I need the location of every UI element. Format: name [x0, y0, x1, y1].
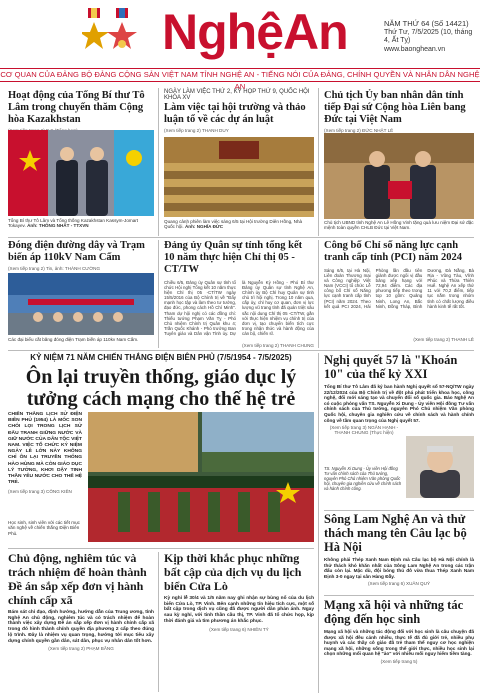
photo-illustration — [324, 133, 474, 219]
masthead-tagline: CƠ QUAN CỦA ĐẢNG BỘ ĐẢNG CỘNG SẢN VIỆT NAM TỈNH NGHỆ AN - TIẾNG NÓI CỦA ĐẢNG, CHÍNH QUYỀN VÀ NHÂN DÂN NGHỆ AN — [0, 70, 480, 91]
article-body: Tổng Bí thư Tô Lâm đã ký ban hành Nghị quyết số 57-NQ/TW ngày 22/12/2024 của Bộ Chính trị về đột phá phát triển khoa học, công nghệ, đổi mới sáng tạo và chuyển đổi số quốc gia. Báo Nghệ An có cuộc phỏng vấn TS. Nguyễn Xi Dung - Ủy viên Hội đồng Tư vấn chính sách của Thủ tướng, nguyên Phó Chủ nhiệm Văn phòng Quốc hội, chuyên gia nghiên cứu về chính sách và hành chính công về tầm quan trọng của Nghị quyết 57. — [324, 384, 474, 423]
photo-illustration — [88, 412, 314, 542]
article-commune-reorganization[interactable] — [8, 551, 154, 651]
article-ref: (Xem tiếp trang 2) PHẠM BẰNG — [48, 646, 114, 652]
article-title[interactable]: Đóng điện đường dây và Trạm biến áp 110kV Nam Cấm — [8, 240, 145, 263]
column-divider — [158, 552, 159, 692]
article-germany-ambassador[interactable] — [324, 90, 474, 133]
photo-nguyen-si-dung — [406, 436, 474, 498]
issue-date: Thứ Tư, 7/5/2025 (10, tháng 4, Ất Tỵ) — [384, 28, 473, 44]
article-ref: (Xem tiếp trang 6) XUÂN QUÝ — [367, 581, 431, 587]
issue-info — [384, 20, 480, 54]
photo-illustration — [8, 130, 154, 216]
section-divider — [324, 510, 474, 511]
article-title[interactable]: Mạng xã hội và những tác động đến học sinh — [324, 598, 464, 626]
medals-emblem — [82, 6, 152, 64]
article-ref: (Xem tiếp trang 2) Tin, ảnh: THÀNH CƯỜNG — [8, 266, 101, 271]
article-title[interactable]: Đảng ủy Quân sự tỉnh tổng kết 10 năm thực hiện Chỉ thị 05 -CT/TW — [164, 240, 303, 275]
photo-ambassador — [324, 133, 474, 219]
article-ref: (Xem tiếp trang 2) THANH CHUNG — [242, 343, 314, 348]
article-body: Chiều 6/5, Đảng ủy Quân sự tỉnh tổ chức Hội nghị Tổng kết 10 năm thực hiện Chỉ thị 05 -CT/TW ngày 15/5/2016 của Bộ Chính trị về "Đẩy mạnh học tập và làm theo tư tưởng, đạo đức, phong cách Hồ Chí Minh". Tham dự hội nghị có các đồng chí: Thiếu tướng Phạm Văn Tỵ - Phó Chủ nhiệm Chính trị Quân khu 4; Trần Quốc Khánh - Phó trưởng Ban Tuyên giáo và Dân vận Tỉnh ủy. Dự là Nguyễn Kỳ Hồng - Phó Bí thư Đảng ủy Quân sự tỉnh Nghệ An, Chính ủy Bộ Chỉ huy Quân sự tỉnh chủ trì hội nghị. Trong 10 năm qua, cấp ủy, chỉ huy cơ quan, đơn vị lực lượng vũ trang tỉnh đã quán triệt sâu sắc nội dung Chỉ thị 05 -CT/TW, gắn với thực hiện nhiệm vụ chính trị của đơn vị, tạo chuyển biến tích cực trong nhận thức và hành động của cán bộ, chiến sĩ. — [164, 280, 314, 336]
feature-ref: (Xem tiếp trang 3) CÔNG KIÊN — [8, 489, 72, 495]
article-social-media[interactable] — [324, 598, 474, 664]
column-divider — [318, 353, 319, 693]
article-title[interactable]: Làm việc tại hội trường và thảo luận tổ về các dự án luật — [164, 102, 306, 125]
article-title[interactable]: Nghị quyết 57 là "Khoán 10" của thế kỷ XXI — [324, 353, 458, 381]
article-national-assembly[interactable] — [164, 89, 314, 133]
article-title[interactable]: Công bố Chỉ số năng lực cạnh tranh cấp tỉnh (PCI) năm 2024 — [324, 240, 462, 263]
article-ref: (Xem tiếp trang 5) — [380, 658, 418, 664]
photo-assembly-hall — [164, 137, 314, 217]
article-ref: (Xem tiếp trang 6) NHIÊN TÝ — [209, 626, 269, 632]
article-title[interactable]: Kịp thời khắc phục những bất cập của dịch vụ du lịch biển Cửa Lò — [164, 551, 302, 593]
feature-title[interactable]: Ôn lại truyền thống, giáo dục lý tưởng cách mạng cho thế hệ trẻ — [25, 366, 297, 410]
article-title[interactable]: Sông Lam Nghệ An và thử thách mang tên Câu lạc bộ Hà Nội — [324, 512, 467, 554]
issue-number: NĂM THỨ 64 (Số 14421) — [384, 19, 469, 28]
article-body: Không phải Thép Xanh Nam Định mà Câu lạc bộ Hà Nội chính là thử thách khó khăn nhất của Sông Lam Nghệ An trong các trận đấu còn lại. Mặc dù, đội bóng thủ đô vừa thua Thép Xanh Nam Định 3-0 ngay tại sân Hàng Đẫy. — [324, 557, 474, 579]
section-divider — [8, 237, 474, 238]
article-title[interactable]: Hoạt động của Tổng Bí thư Tô Lâm trong chuyến thăm Cộng hòa Kazakhstan — [8, 90, 145, 125]
article-song-lam[interactable] — [324, 512, 474, 586]
article-kazakhstan[interactable] — [8, 90, 154, 133]
website-link[interactable]: www.baonghean.vn — [384, 45, 446, 53]
article-resolution-57[interactable] — [324, 353, 474, 435]
photo-caption: Chủ tịch UBND tỉnh Nghệ An Lê Hồng Vinh tặng quà lưu niệm Đại sứ đặc mệnh toàn quyền CHLB Đức tại Việt Nam. — [324, 220, 474, 231]
article-pci-2024[interactable] — [324, 240, 474, 342]
feature-lead: CHIẾN THẮNG LỊCH SỬ ĐIỆN BIÊN PHỦ (1954) LÀ MỐC SON CHÓI LỌI TRONG LỊCH SỬ ĐẤU TRANH GIỮNG NƯỚC VÀ GIỮ NƯỚC CỦA DÂN TỘC VIỆT NAM. VIỆC TỔ CHỨC KỶ NIỆM NGÀY LỄ LỚN NÀY KHÔNG CHỈ ÔN LẠI TRUYỀN THỐNG HÀO HÙNG MÀ CÒN GIÁO DỤC LÝ TƯỞNG, KHƠI DẬY TINH THẦN YÊU NƯỚC CHO THẾ HỆ TRẺ. — [8, 412, 82, 486]
photo-illustration — [406, 436, 474, 498]
column-divider — [158, 240, 159, 348]
article-body: Bám sát chỉ đạo, định hướng, hướng dẫn của Trung ương, tỉnh Nghệ An chủ động, nghiêm túc và có trách nhiệm để hoàn thành việc xây dựng Đề án sắp xếp đơn vị hành chính cấp xã trong đó hình thành chính quyền địa phương 2 cấp theo đúng lộ trình. Đây là nhiệm vụ quan trọng, hướng tới mục tiêu xây dựng chính quyền gần dân, sát dân, phục vụ nhân dân tốt hơn. — [8, 610, 154, 644]
column-divider — [318, 88, 319, 236]
column-divider — [158, 88, 159, 236]
article-ref: (Xem tiếp trang 2) THANH LÊ — [413, 337, 474, 342]
article-cua-lo-tourism[interactable] — [164, 551, 314, 632]
photo-caption: Quang cảnh phiên làm việc sáng 6/5 tại Hội trường Diên Hồng, Nhà Quốc hội. Ảnh: NGHĨA ĐỨC — [164, 219, 303, 230]
photo-caption: TS. Nguyễn Xi Dung - Ủy viên Hội đồng Tư vấn chính sách của Thủ tướng, nguyên Phó Chủ nhiệm Văn phòng Quốc hội, chuyên gia nghiên cứu về chính sách và hành chính công. — [324, 466, 402, 491]
photo-illustration — [8, 273, 154, 335]
section-divider — [8, 548, 314, 549]
article-body: Mạng xã hội và những tác động đối với học sinh là câu chuyện đã được xã hội đều cảnh nhiều, thực tế đã đủ giới trẻ, nhiều phụ huynh và các thầy cô giáo đã trẻ tham thế nguy cơ học nghiện mạng xã hội, những sống trong thế giới thực, nhiều học sinh lại chọn những mối quan hệ "ảo" với nhiều mối nguy hiểm tiềm tàng. — [324, 629, 474, 657]
article-nam-cam-substation[interactable] — [8, 240, 154, 271]
column-divider — [318, 240, 319, 348]
photo-dien-bien-phu — [88, 412, 314, 542]
article-body: Sáng 6/5, tại Hà Nội, Liên đoàn Thương mại và Công nghiệp Việt Nam (VCCI) tổ chức Lễ công bố Chỉ số Năng lực cạnh tranh cấp tỉnh (PCI) năm 2024. Theo kết quả PCI 2024, Hải Phòng lần đầu tiên giành được ngôi vị đầu bảng xếp hạng với 72,94 điểm. Các địa phương tiếp theo trong top 10 gồm: Quảng Ninh, Long An, Bắc Ninh, Đồng Tháp, Bình Dương, Đà Nẵng, Bà Rịa - Vũng Tàu, Vĩnh Phúc và Thừa Thiên Huế. Nghệ An xếp thứ 11 với 70,2 điểm, tiếp tục nằm trong nhóm tỉnh có chất lượng điều hành kinh tế rất tốt. — [324, 268, 474, 309]
section-divider — [8, 350, 474, 351]
article-ref: (Xem tiếp trang 2) THANH DUY — [164, 128, 229, 133]
article-body: Kỳ nghỉ lễ 30/4 và 1/5 năm nay ghi nhận sự bùng nổ của du lịch biển Cửa Lò, TP. Vinh. Bên cạnh những tín hiệu tích cực, một số bất cập trong dịch vụ cũng đã được người dân phản ánh. Ngay sau kỳ nghỉ, với tinh thần cầu thị, TP. Vinh đã tổ chức họp, kịp thời đánh giá và tìm phương án khắc phục. — [164, 596, 314, 624]
masthead — [0, 0, 480, 68]
photo-kazakhstan — [8, 130, 154, 216]
article-kicker: NGÀY LÀM VIỆC THỨ 2, KỲ HỌP THỨ 9, QUỐC HỘI KHÓA XV — [164, 89, 310, 101]
feature-dien-bien-phu[interactable] — [8, 353, 314, 410]
feature-kicker: KỶ NIỆM 71 NĂM CHIẾN THẮNG ĐIỆN BIÊN PHỦ (7/5/1954 - 7/5/2025) — [30, 353, 292, 362]
article-ref: (Xem tiếp trang 3) NGÂN HẠNH - THANH CHUNG (Thực hiện) — [329, 425, 399, 436]
article-title[interactable]: Chủ động, nghiêm túc và trách nhiệm để hoàn thành Đề án sắp xếp đơn vị hành chính cấp xã — [8, 551, 147, 607]
article-military-party[interactable] — [164, 240, 314, 348]
photo-caption: Các đại biểu cắt băng đóng điện Trạm biến áp 110kv Nam Cấm. — [8, 337, 139, 342]
photo-caption: Học sinh, sinh viên với các tiết mục văn nghệ về chiến thắng Điện Biên Phủ. — [8, 520, 80, 536]
photo-caption: Tổng Bí thư Tô Lâm và Tổng thống Kazakhstan Kassym-Jomart Tokayev. Ảnh: THỐNG NHẤT - TTXVN — [8, 218, 139, 229]
feature-lead-column — [8, 412, 82, 494]
article-title[interactable]: Chủ tịch Ủy ban nhân dân tỉnh tiếp Đại sứ Cộng hòa Liên bang Đức tại Việt Nam — [324, 90, 466, 125]
newspaper-logo[interactable]: NghệAn — [162, 4, 348, 60]
photo-illustration — [164, 137, 314, 217]
article-ref: (Xem tiếp trang 2) ĐỨC NHẬT LÊ — [324, 128, 394, 133]
section-divider — [324, 595, 474, 596]
photo-substation — [8, 273, 154, 335]
